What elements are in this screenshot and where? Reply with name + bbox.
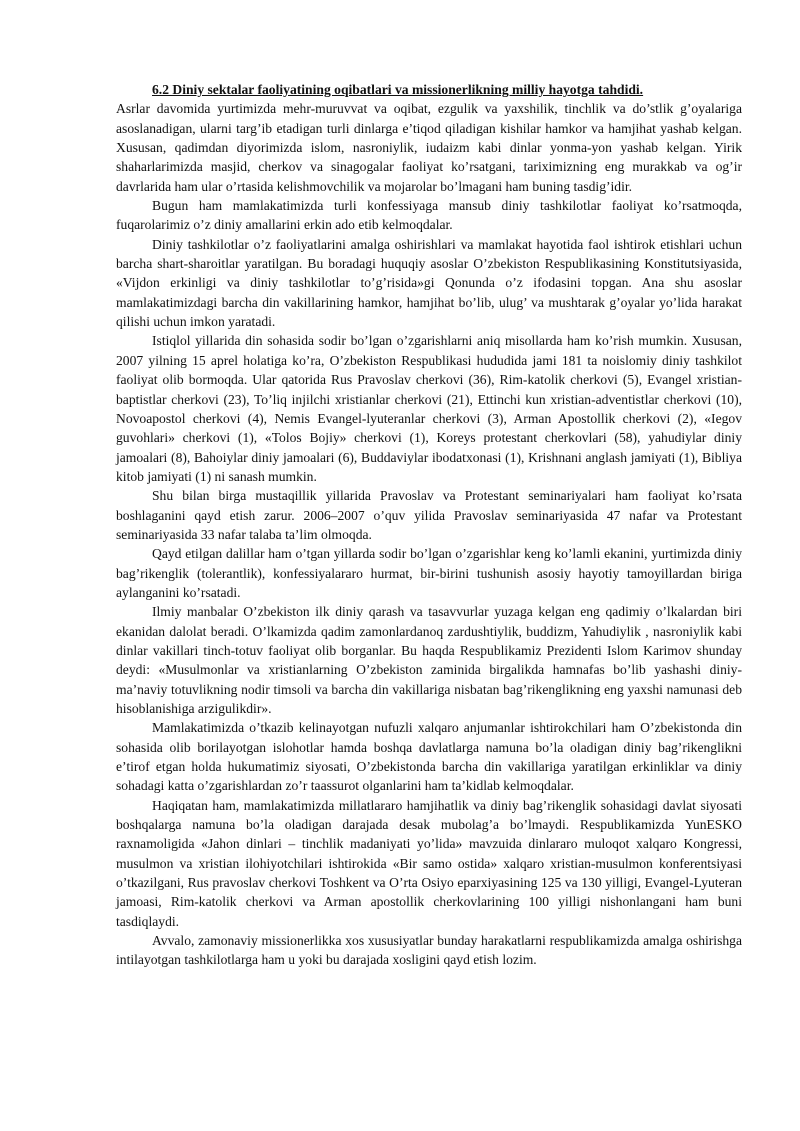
- section-title: 6.2 Diniy sektalar faoliyatining oqibatlari va missionerlikning milliy hayotga tahdidi.: [152, 82, 644, 97]
- paragraph-7: Ilmiy manbalar O’zbekiston ilk diniy qarash va tasavvurlar yuzaga kelgan eng qadimiy o’lkalardan biri ekanidan dalolat beradi. O’lkamizda qadim zamonlardanoq zardushtiylik, buddizm, Yahudiylik , nasroniylik kabi dinlar vakillari tinch-totuv faoliyat olib borganlar. Bu haqda Respublikamiz Prezidenti Islom Karimov shunday deydi: «Musulmonlar va xristianlarning O’zbekiston zaminida birgalikda hamnafas bo’lib yashashi diniy-ma’naviy totuvlikning nodir timsoli va barcha din vakillariga nisbatan bag’rikenglikning eng yaxshi namunasi deb hisoblanishiga arzigulikdir».: [116, 604, 742, 716]
- paragraph-4: Istiqlol yillarida din sohasida sodir bo’lgan o’zgarishlarni aniq misollarda ham ko’rish mumkin. Xususan, 2007 yilning 15 aprel holatiga ko’ra, O’zbekiston Respublikasi hududida jami 181 ta noislomiy diniy tashkilot faoliyat olib bormoqda. Ular qatorida Rus Pravoslav cherkovi (36), Rim-katolik cherkovi (5), Evangel xristian-baptistlar cherkovi (23), To’liq injilchi xristianlar cherkovi (21), Ettinchi kun xristian-adventistlar cherkovi (10), Novoapostol cherkovi (4), Nemis Evangel-lyuteranlar cherkovi (3), Arman Apostollik cherkovi (2), «Iegov guvohlari» cherkovi (1), «Tolos Bojiy» cherkovi (1), Koreys protestant cherkovlari (58), yahudiylar diniy jamoalari (8), Bahoiylar diniy jamoalari (6), Buddaviylar ibodatxonasi (1), Krishnani anglash jamiyati (1), Bibliya kitob jamiyati (1) ni sanash mumkin.: [116, 333, 742, 484]
- paragraph-2: Bugun ham mamlakatimizda turli konfessiyaga mansub diniy tashkilotlar faoliyat ko’rsatmoqda, fuqarolarimiz o’z diniy amallarini erkin ado etib kelmoqdalar.: [116, 198, 742, 233]
- paragraph-5: Shu bilan birga mustaqillik yillarida Pravoslav va Protestant seminariyalari ham faoliyat ko’rsata boshlaganini qayd etish zarur. 2006–2007 o’quv yilida Pravoslav seminariyasida 47 nafar va Protestant seminariyasida 33 nafar talaba ta’lim olmoqda.: [116, 488, 742, 542]
- document-page: [116, 80, 742, 970]
- paragraph-3: Diniy tashkilotlar o’z faoliyatlarini amalga oshirishlari va mamlakat hayotida faol ishtirok etishlari uchun barcha shart-sharoitlar yaratilgan. Bu boradagi huquqiy asoslar O’zbekiston Respublikasining Konstitutsiyasida, «Vijdon erkinligi va diniy tashkilotlar to’g’risida»gi Qonunda o’z ifodasini topgan. Ana shu asoslar mamlakatimizdagi barcha din vakillarining hamkor, hamjihat bo’lib, ulug’ va mushtarak g’oyalar yo’lida harakat qilishi uchun imkon yaratadi.: [116, 236, 742, 330]
- paragraph-1: Asrlar davomida yurtimizda mehr-muruvvat va oqibat, ezgulik va yaxshilik, tinchlik va do’stlik g’oyalariga asoslanadigan, ularni targ’ib etadigan turli dinlarga e’tiqod qiladigan kishilar hamkor va hamjihat yashab kelgan. Xususan, qadimdan diyorimizda islom, nasroniylik, iudaizm kabi dinlar yonma-yon yashab kelgan. Yirik shaharlarimizda masjid, cherkov va sinagogalar faoliyat ko’rsatgani, tariximizning eng murakkab va og’ir davrlarida ham ular o’rtasida kelishmovchilik va mojarolar bo’lmagani ham buning tasdig’idir.: [116, 101, 742, 194]
- paragraph-10: Avvalo, zamonaviy missionerlikka xos xususiyatlar bunday harakatlarni respublikamizda amalga oshirishga intilayotgan tashkilotlarga ham u yoki bu darajada xosligini qayd etish lozim.: [116, 933, 742, 968]
- paragraph-8: Mamlakatimizda o’tkazib kelinayotgan nufuzli xalqaro anjumanlar ishtirokchilari ham O’zbekistonda din sohasida olib borilayotgan islohotlar hamda boshqa davlatlarga namuna bo’la oladigan diniy bag’rikenglikni e’tirof etgan holda hukumatimiz siyosati, O’zbekistonda barcha din vakillariga yaratilgan erkinliklar va diniy sohadagi katta o’zgarishlardan zo’r taassurot olganlarini ham ta’kidlab kelmoqdalar.: [116, 720, 742, 794]
- paragraph-9: Haqiqatan ham, mamlakatimizda millatlararo hamjihatlik va diniy bag’rikenglik sohasidagi davlat siyosati boshqalarga namuna bo’la oladigan darajada desak mubolag’a bo’lmaydi. Respublikamizda YunESKO raxnamoligida «Jahon dinlari – tinchlik madaniyati yo’lida» mavzuida dinlararo muloqot xalqaro Kongressi, musulmon va xristian ilohiyotchilari ishtirokida «Bir samo ostida» xalqaro xristian-musulmon konferentsiyasi o’tkazilgani, Rus pravoslav cherkovi Toshkent va O’rta Osiyo eparxiyasining 125 va 130 yilligi, Evangel-Lyuteran jamoasi, Rim-katolik cherkovi va Arman apostollik cherkovlarining 100 yilligi nishonlangani ham buni tasdiqlaydi.: [116, 797, 742, 929]
- paragraph-6: Qayd etilgan dalillar ham o’tgan yillarda sodir bo’lgan o’zgarishlar keng ko’lamli ekanini, yurtimizda diniy bag’rikenglik (tolerantlik), konfessiyalararo hurmat, bir-birini tushunish asosiy hayotiy tamoyillardan biriga aylanganini ko’rsatadi.: [116, 546, 742, 600]
